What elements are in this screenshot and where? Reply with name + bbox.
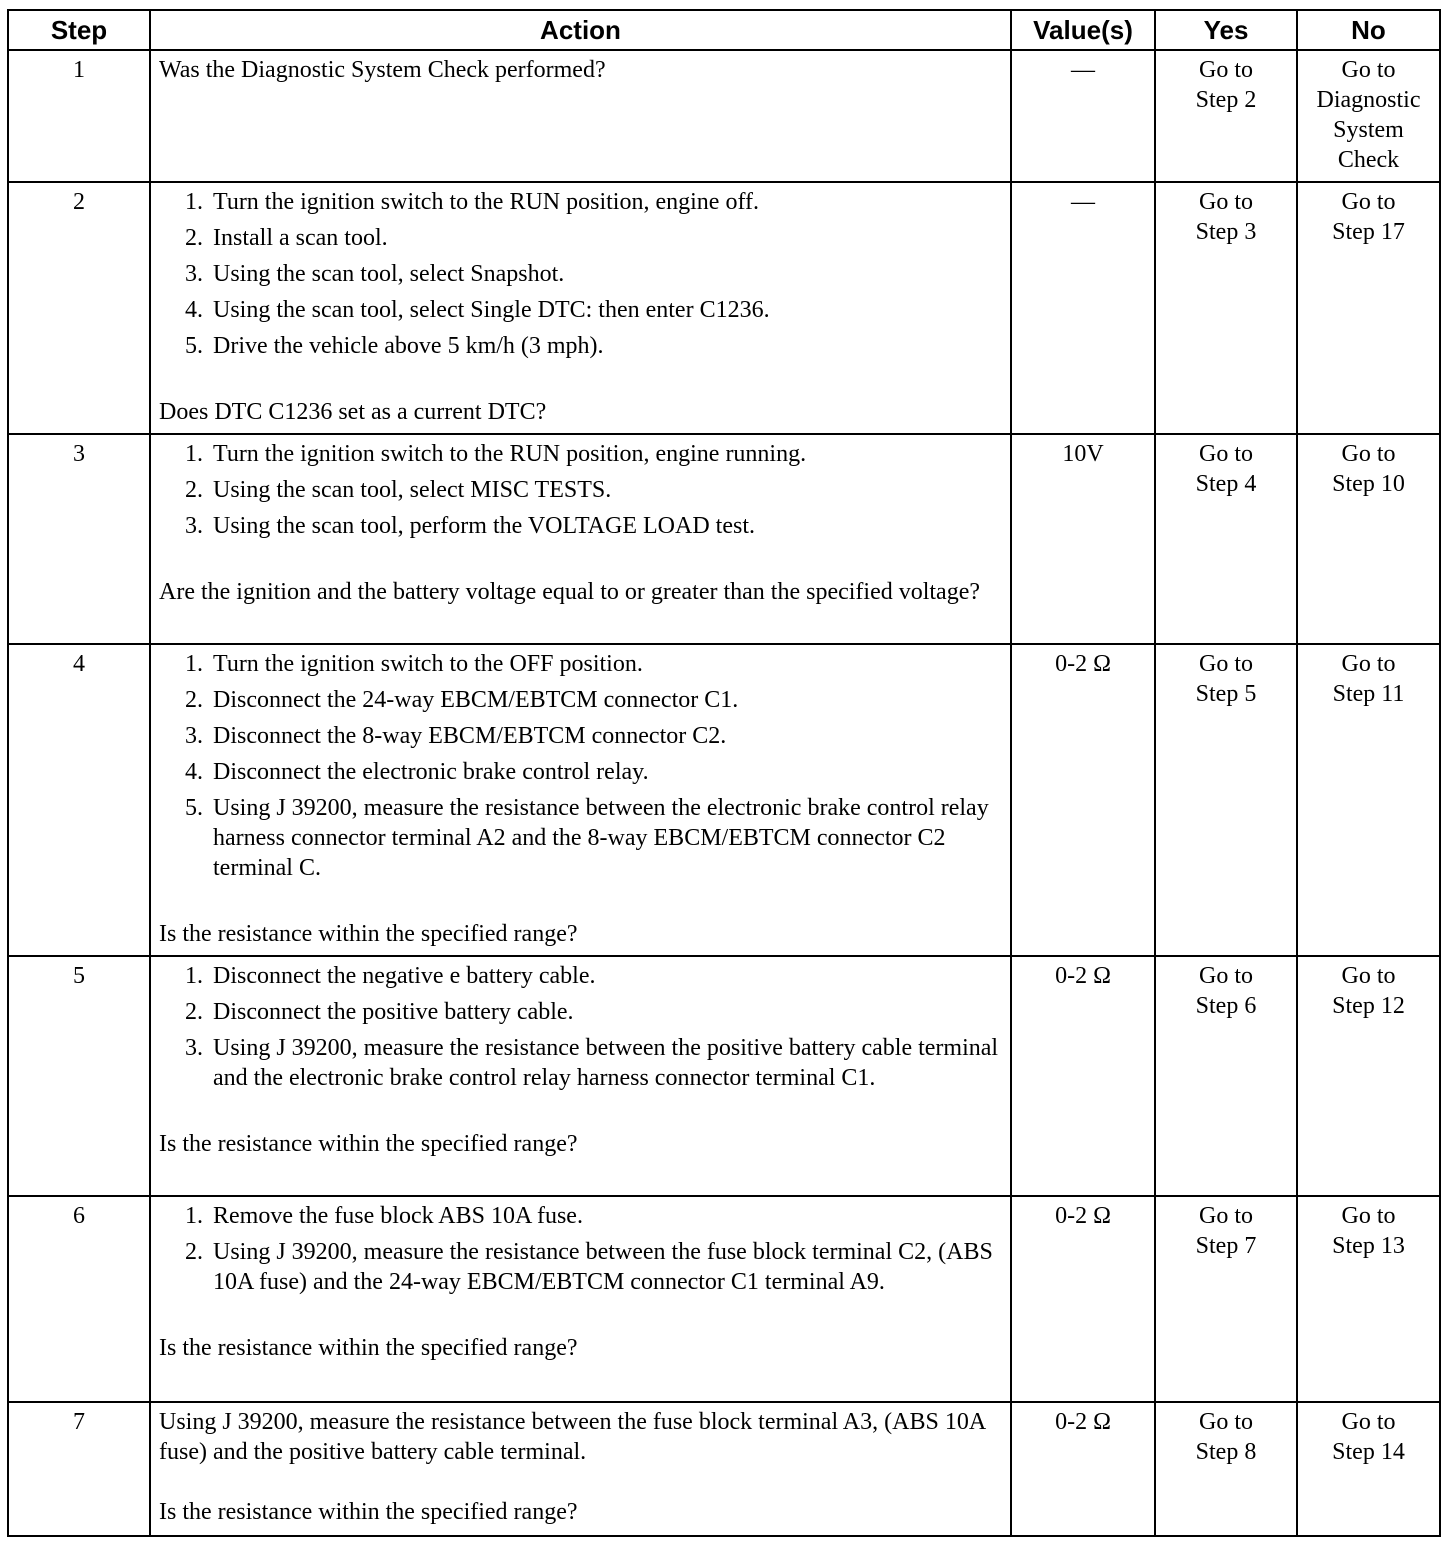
action-cell [150,434,1011,644]
no-line: Go to [1341,651,1396,677]
yes-line: Step 3 [1195,219,1257,245]
yes-line: Go to [1199,1203,1253,1229]
no-cell [1297,956,1440,1196]
no-cell [1297,50,1440,182]
action-cell [150,956,1011,1196]
step-number: 1 [8,50,150,182]
action-list [185,187,1002,361]
table-row [8,956,1440,1196]
yes-cell [1155,50,1297,182]
list-item-number: 2. [185,225,203,251]
yes-line: Step 8 [1195,1439,1257,1465]
step-number: 7 [8,1402,150,1536]
header-no: No [1297,10,1440,50]
step-number: 6 [8,1196,150,1402]
table-row [8,182,1440,434]
list-item-text: Disconnect the negative e battery cable. [213,963,596,989]
step-number: 5 [8,956,150,1196]
action-list [185,439,1002,541]
action-list-item [185,649,1002,679]
step-number: 2 [8,182,150,434]
list-item-number: 5. [185,795,203,821]
list-item-number: 1. [185,189,203,215]
header-row [8,10,1440,50]
list-item-number: 1. [185,651,203,677]
yes-line: Step 2 [1195,87,1257,113]
list-item-text: Using the scan tool, select MISC TESTS. [213,477,612,503]
action-cell [150,182,1011,434]
list-item-number: 1. [185,1203,203,1229]
list-item-number: 4. [185,297,203,323]
yes-cell [1155,434,1297,644]
yes-cell [1155,1402,1297,1536]
no-cell [1297,182,1440,434]
yes-cell [1155,644,1297,956]
value-cell: 0-2 Ω [1011,1196,1155,1402]
list-item-text: Install a scan tool. [213,225,388,251]
spacer [159,367,1002,397]
value-cell: 0-2 Ω [1011,956,1155,1196]
no-line: Step 11 [1332,681,1405,707]
action-list-item [185,961,1002,991]
action-list-item [185,187,1002,217]
step-number: 3 [8,434,150,644]
step-number: 4 [8,644,150,956]
list-item-text: Using the scan tool, select Snapshot. [213,261,565,287]
action-list-item [185,685,1002,715]
action-list-item [185,475,1002,505]
list-item-text: Disconnect the electronic brake control relay. [213,759,649,785]
action-question: Is the resistance within the specified range? [159,1335,578,1361]
no-line: Diagnostic [1316,87,1421,113]
action-question: Does DTC C1236 set as a current DTC? [159,399,547,425]
value-cell: 0-2 Ω [1011,1402,1155,1536]
no-line: Go to [1341,441,1396,467]
spacer [159,1303,1002,1333]
list-item-number: 1. [185,963,203,989]
list-item-number: 5. [185,333,203,359]
table-row [8,434,1440,644]
yes-cell [1155,182,1297,434]
spacer [159,1467,1002,1497]
action-list-item [185,721,1002,751]
list-item-text: Using the scan tool, select Single DTC: then enter C1236. [213,297,770,323]
action-list-item [185,1033,1002,1093]
no-line: Go to [1341,189,1396,215]
yes-line: Go to [1199,963,1253,989]
yes-line: Go to [1199,441,1253,467]
list-item-number: 2. [185,477,203,503]
yes-line: Step 7 [1195,1233,1257,1259]
list-item-text: Disconnect the 24-way EBCM/EBTCM connector C1. [213,687,739,713]
action-question: Is the resistance within the specified range? [159,1499,578,1525]
action-list-item [185,295,1002,325]
action-list-item [185,1237,1002,1297]
action-cell [150,644,1011,956]
no-line: Go to [1341,963,1396,989]
list-item-text: Turn the ignition switch to the RUN position, engine off. [213,189,759,215]
table-row [8,1402,1440,1536]
no-line: Step 13 [1332,1233,1405,1259]
diagnostic-table [7,9,1441,1537]
list-item-text: Drive the vehicle above 5 km/h (3 mph). [213,333,604,359]
action-cell [150,50,1011,182]
list-item-text: Turn the ignition switch to the RUN position, engine running. [213,441,807,467]
list-item-text: Using the scan tool, perform the VOLTAGE LOAD test. [213,513,755,539]
action-intro: Using J 39200, measure the resistance between the fuse block terminal A3, (ABS 10A fuse) and the positive battery cable terminal. [159,1409,985,1465]
action-list [185,961,1002,1093]
no-line: System [1333,117,1404,143]
no-line: Go to [1341,57,1396,83]
no-cell [1297,434,1440,644]
no-cell [1297,1196,1440,1402]
table-body [8,50,1440,1536]
action-question: Is the resistance within the specified range? [159,1131,578,1157]
yes-line: Go to [1199,651,1253,677]
yes-cell [1155,956,1297,1196]
action-list-item [185,793,1002,883]
action-list-item [185,511,1002,541]
no-cell [1297,644,1440,956]
list-item-number: 2. [185,687,203,713]
no-line: Step 17 [1332,219,1405,245]
value-cell: — [1011,50,1155,182]
action-list-item [185,757,1002,787]
value-cell: 0-2 Ω [1011,644,1155,956]
list-item-number: 4. [185,759,203,785]
action-list-item [185,997,1002,1027]
list-item-number: 3. [185,513,203,539]
action-list-item [185,1201,1002,1231]
header-values: Value(s) [1011,10,1155,50]
list-item-text: Remove the fuse block ABS 10A fuse. [213,1203,583,1229]
list-item-text: Disconnect the 8-way EBCM/EBTCM connector C2. [213,723,727,749]
list-item-text: Disconnect the positive battery cable. [213,999,574,1025]
action-question: Are the ignition and the battery voltage equal to or greater than the specified voltage? [159,579,981,605]
list-item-number: 3. [185,723,203,749]
action-list-item [185,259,1002,289]
action-list [185,649,1002,883]
action-cell [150,1196,1011,1402]
list-item-number: 3. [185,261,203,287]
spacer [159,547,1002,577]
header-step: Step [8,10,150,50]
list-item-number: 2. [185,999,203,1025]
no-line: Go to [1341,1409,1396,1435]
list-item-number: 3. [185,1035,203,1061]
action-list-item [185,223,1002,253]
spacer [159,1099,1002,1129]
yes-cell [1155,1196,1297,1402]
value-cell: — [1011,182,1155,434]
no-line: Go to [1341,1203,1396,1229]
no-line: Step 10 [1332,471,1405,497]
yes-line: Go to [1199,57,1253,83]
action-question: Is the resistance within the specified range? [159,921,578,947]
header-yes: Yes [1155,10,1297,50]
action-list-item [185,331,1002,361]
table-row [8,1196,1440,1402]
action-cell [150,1402,1011,1536]
no-line: Check [1337,147,1400,173]
spacer [159,889,1002,919]
list-item-text: Turn the ignition switch to the OFF position. [213,651,643,677]
list-item-text: Using J 39200, measure the resistance between the positive battery cable terminal and the electronic brake control relay harness connector terminal C1. [213,1035,999,1091]
yes-line: Step 5 [1195,681,1257,707]
no-cell [1297,1402,1440,1536]
table-row [8,50,1440,182]
list-item-number: 1. [185,441,203,467]
no-line: Step 12 [1332,993,1405,1019]
yes-line: Step 4 [1195,471,1257,497]
action-list [185,1201,1002,1297]
list-item-text: Using J 39200, measure the resistance between the electronic brake control relay harness connector terminal A2 and the 8-way EBCM/EBTCM connector C2 terminal C. [213,795,989,881]
value-cell: 10V [1011,434,1155,644]
no-line: Step 14 [1332,1439,1405,1465]
action-list-item [185,439,1002,469]
table-row [8,644,1440,956]
header-action: Action [150,10,1011,50]
yes-line: Go to [1199,189,1253,215]
yes-line: Go to [1199,1409,1253,1435]
action-intro: Was the Diagnostic System Check performed? [159,57,606,83]
list-item-text: Using J 39200, measure the resistance between the fuse block terminal C2, (ABS 10A fuse) and the 24-way EBCM/EBTCM connector C1 terminal A9. [213,1239,993,1295]
list-item-number: 2. [185,1239,203,1265]
yes-line: Step 6 [1195,993,1257,1019]
